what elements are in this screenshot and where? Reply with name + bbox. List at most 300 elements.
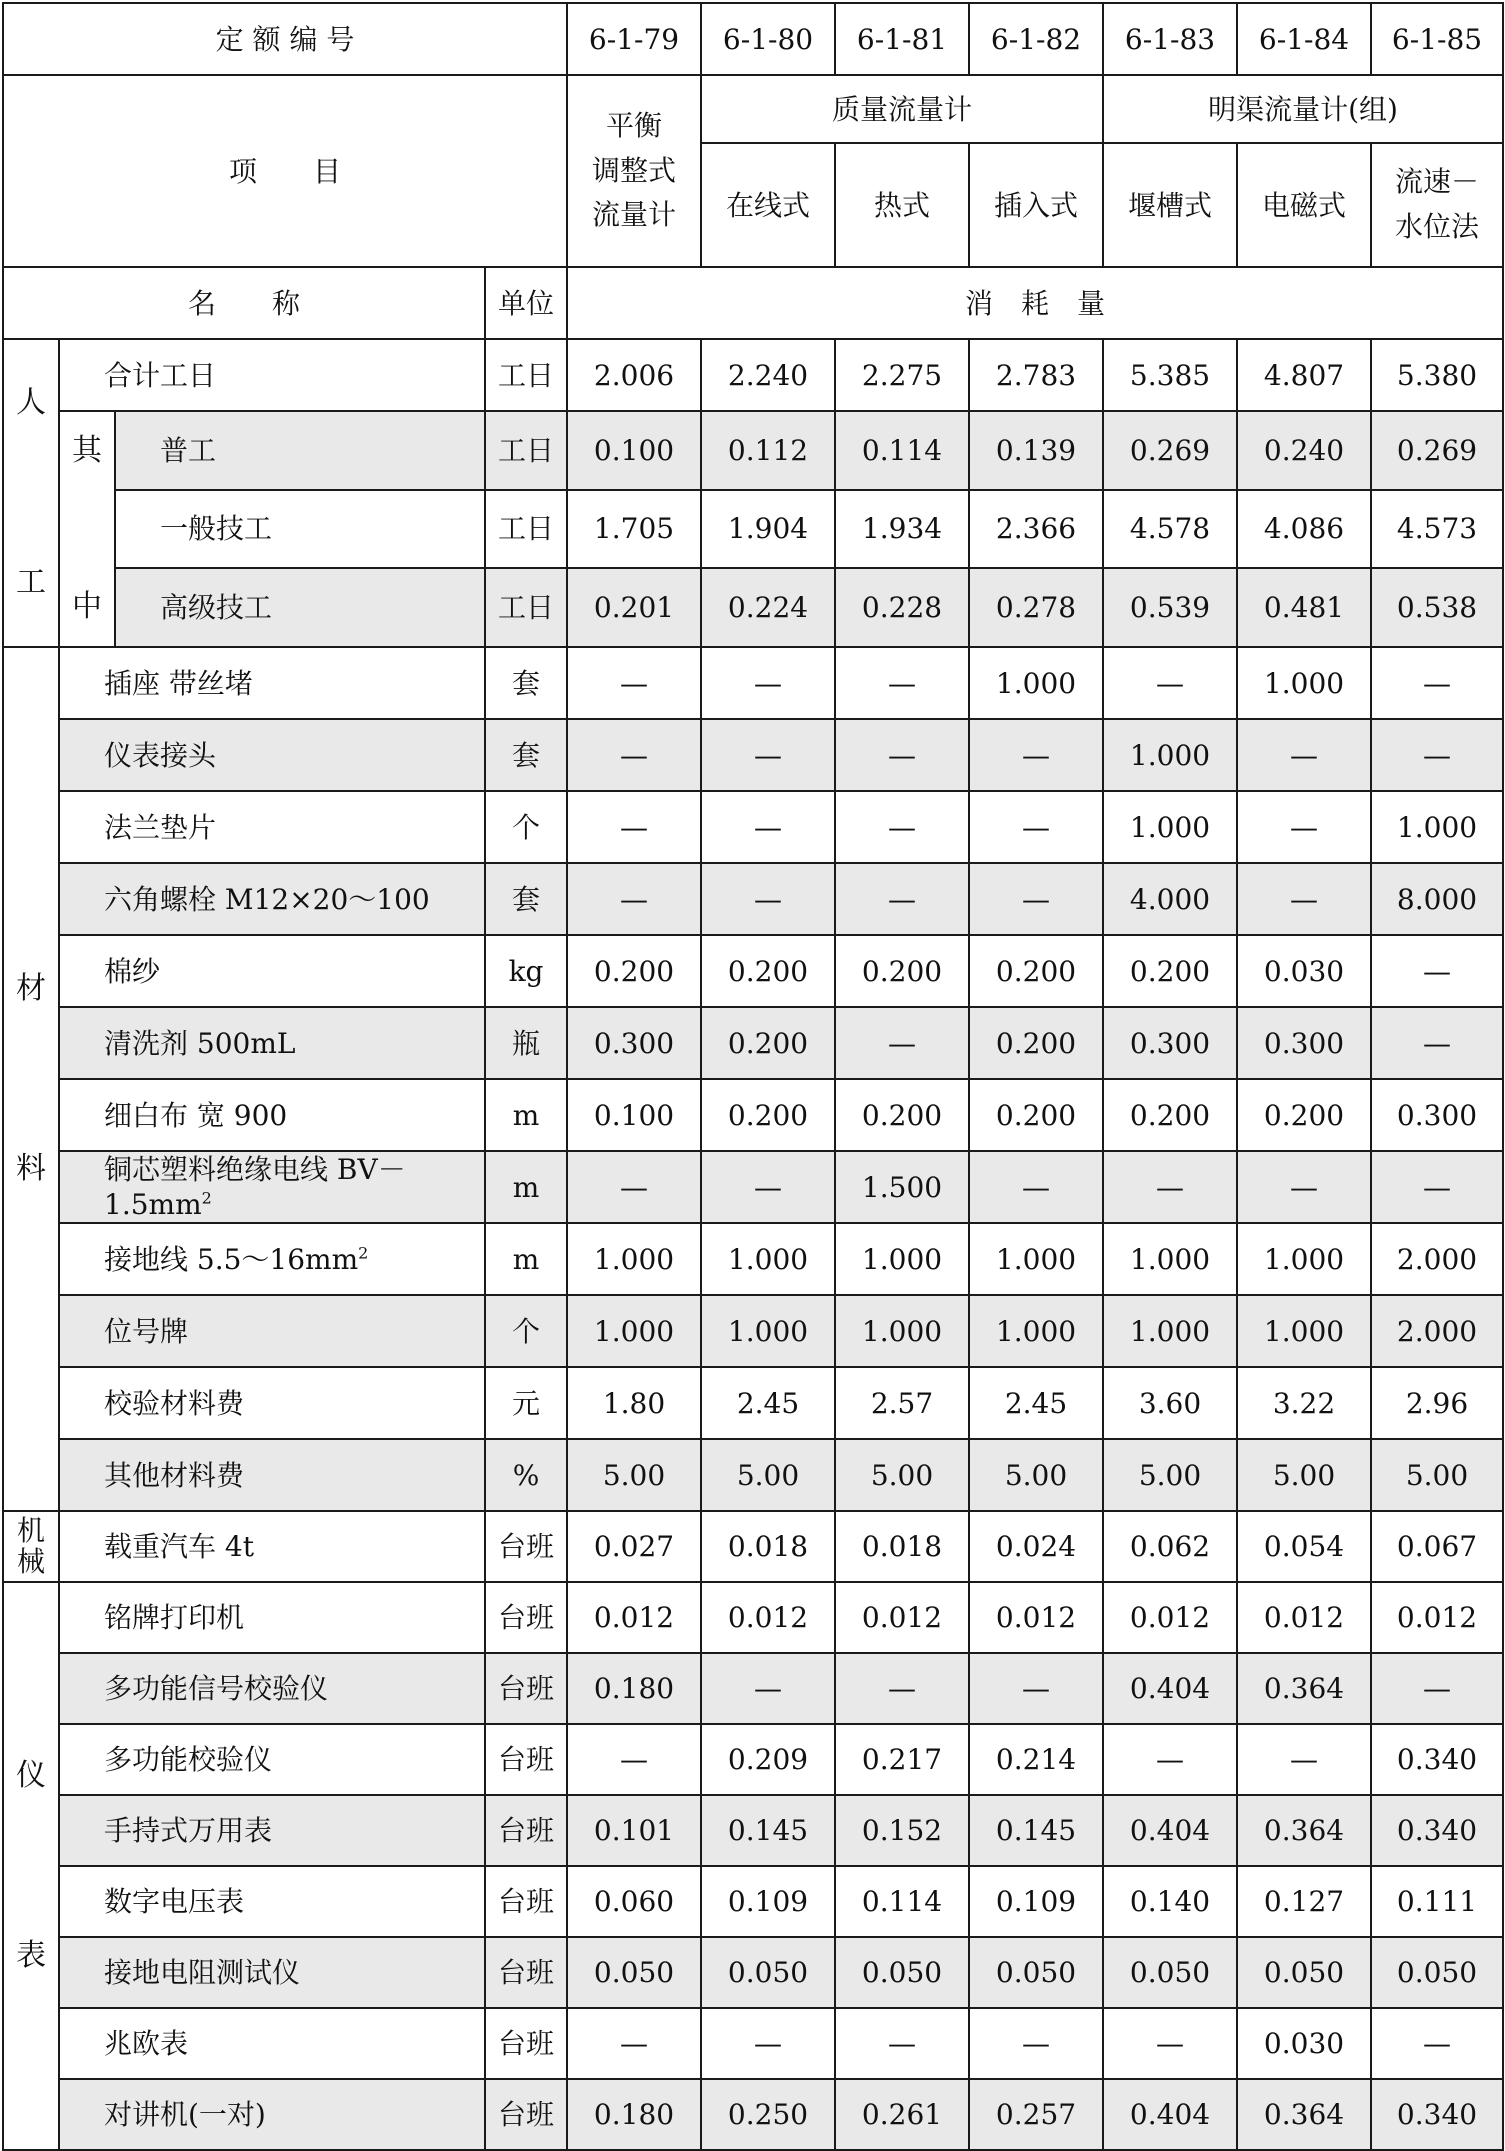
item-name-superscript: 2 (358, 1243, 369, 1263)
item-value: 1.000 (1103, 791, 1237, 863)
item-value: 2.366 (969, 490, 1103, 569)
item-unit: 元 (485, 1367, 567, 1439)
item-value: 1.000 (1371, 791, 1503, 863)
table-row (3, 1007, 1503, 1079)
item-unit: kg (485, 935, 567, 1007)
item-name (115, 490, 485, 569)
item-unit: 台班 (485, 1653, 567, 1724)
item-name-text: 对讲机(一对) (104, 2098, 266, 2131)
item-name (59, 647, 485, 719)
item-value: 0.109 (969, 1866, 1103, 1937)
item-value: 5.00 (969, 1439, 1103, 1511)
item-value: 0.200 (701, 1007, 835, 1079)
item-value: 0.111 (1371, 1866, 1503, 1937)
item-value: 5.00 (701, 1439, 835, 1511)
item-value: 0.012 (701, 1582, 835, 1653)
item-value: 0.364 (1237, 1653, 1371, 1724)
item-name (59, 863, 485, 935)
subtype-label: 在线式 (701, 143, 835, 267)
table-row (3, 863, 1503, 935)
item-value: 0.067 (1371, 1511, 1503, 1582)
item-value: 0.109 (701, 1866, 835, 1937)
item-value: 0.012 (1103, 1582, 1237, 1653)
item-value: 0.200 (969, 1007, 1103, 1079)
item-unit: 台班 (485, 1937, 567, 2008)
item-unit: 台班 (485, 2008, 567, 2079)
item-value: 0.152 (835, 1795, 969, 1866)
item-value: 1.000 (567, 1295, 701, 1367)
item-value: 0.114 (835, 1866, 969, 1937)
item-value: 0.200 (567, 935, 701, 1007)
table-row (3, 1295, 1503, 1367)
quota-code: 6-1-79 (567, 3, 701, 75)
item-value: 0.100 (567, 1079, 701, 1151)
item-unit: 台班 (485, 1866, 567, 1937)
item-name-text: 其他材料费 (104, 1458, 245, 1492)
item-name (59, 1007, 485, 1079)
item-value: 0.257 (969, 2079, 1103, 2150)
item-name-text: 棉纱 (104, 954, 161, 988)
item-name-text: 普工 (160, 433, 217, 467)
item-value: 0.200 (835, 935, 969, 1007)
item-value: — (969, 719, 1103, 791)
item-value: 1.000 (701, 1295, 835, 1367)
item-value: 0.217 (835, 1724, 969, 1795)
subtype-label: 流速－ 水位法 (1371, 143, 1503, 267)
quota-code: 6-1-81 (835, 3, 969, 75)
item-value: 0.300 (1103, 1007, 1237, 1079)
item-value: 0.404 (1103, 1795, 1237, 1866)
item-value: 1.000 (1103, 719, 1237, 791)
item-name-text: 仪表接头 (104, 738, 217, 772)
item-value: 1.904 (701, 490, 835, 569)
item-value: 2.275 (835, 339, 969, 411)
item-name (59, 1511, 485, 1582)
item-value: — (1371, 935, 1503, 1007)
item-value: 0.050 (1371, 1937, 1503, 2008)
table-row (3, 1866, 1503, 1937)
item-value: 5.00 (567, 1439, 701, 1511)
item-value: 2.57 (835, 1367, 969, 1439)
table-row (3, 1653, 1503, 1724)
item-name-text: 数字电压表 (104, 1885, 245, 1918)
quota-code: 6-1-80 (701, 3, 835, 75)
item-value: 0.340 (1371, 1724, 1503, 1795)
table-row (3, 1367, 1503, 1439)
item-value: 4.573 (1371, 490, 1503, 569)
name-label: 名 称 (3, 267, 485, 339)
item-value: 5.00 (835, 1439, 969, 1511)
item-name (59, 1439, 485, 1511)
item-unit: 套 (485, 719, 567, 791)
item-value: 0.200 (701, 935, 835, 1007)
item-value: — (567, 719, 701, 791)
item-value: 0.145 (701, 1795, 835, 1866)
item-name (59, 935, 485, 1007)
item-value: 2.96 (1371, 1367, 1503, 1439)
item-name (59, 1367, 485, 1439)
item-value: 2.006 (567, 339, 701, 411)
group-balance-flowmeter: 平衡 调整式 流量计 (567, 75, 701, 267)
table-row (3, 1582, 1503, 1653)
item-value: — (969, 1151, 1103, 1223)
item-value: 0.200 (969, 1079, 1103, 1151)
item-unit: 套 (485, 863, 567, 935)
quota-table (2, 2, 1504, 2151)
item-value: — (1103, 647, 1237, 719)
item-name-text: 铜芯塑料绝缘电线 BV－1.5mm (104, 1153, 406, 1221)
item-unit: 台班 (485, 1795, 567, 1866)
item-value: 1.000 (567, 1223, 701, 1295)
item-name (59, 719, 485, 791)
item-value: — (969, 791, 1103, 863)
item-value: — (969, 1653, 1103, 1724)
table-row (3, 935, 1503, 1007)
quota-code: 6-1-82 (969, 3, 1103, 75)
header-group-row (3, 75, 1503, 143)
item-value: 0.012 (1237, 1582, 1371, 1653)
subtype-label: 插入式 (969, 143, 1103, 267)
item-value: — (1103, 2008, 1237, 2079)
item-value: 5.380 (1371, 339, 1503, 411)
item-name-text: 一般技工 (160, 512, 273, 546)
item-value: 0.340 (1371, 2079, 1503, 2150)
item-name-text: 手持式万用表 (104, 1814, 273, 1847)
item-value: 1.000 (969, 647, 1103, 719)
group-channel-flowmeter: 明渠流量计(组) (1103, 75, 1503, 143)
header-code-row (3, 3, 1503, 75)
item-value: 3.22 (1237, 1367, 1371, 1439)
item-value: 0.404 (1103, 2079, 1237, 2150)
table-row (3, 1511, 1503, 1582)
item-value: — (835, 719, 969, 791)
item-value: — (1371, 2008, 1503, 2079)
quota-number-label: 定 额 编 号 (3, 3, 567, 75)
item-label: 项 目 (3, 75, 567, 267)
item-value: — (567, 1151, 701, 1223)
item-value: 0.200 (835, 1079, 969, 1151)
item-value: 0.539 (1103, 568, 1237, 647)
item-unit: 个 (485, 1295, 567, 1367)
item-value: 0.050 (1237, 1937, 1371, 2008)
item-value: 0.062 (1103, 1511, 1237, 1582)
item-value: 4.578 (1103, 490, 1237, 569)
item-name-text: 高级技工 (160, 591, 273, 625)
item-value: 0.404 (1103, 1653, 1237, 1724)
item-name (59, 791, 485, 863)
item-value: — (835, 863, 969, 935)
item-value: 5.00 (1237, 1439, 1371, 1511)
item-value: — (1103, 1151, 1237, 1223)
item-value: — (567, 791, 701, 863)
item-value: 0.054 (1237, 1511, 1371, 1582)
item-name-text: 清洗剂 500mL (104, 1026, 296, 1060)
item-value: 0.145 (969, 1795, 1103, 1866)
item-unit: m (485, 1151, 567, 1223)
item-value: 4.807 (1237, 339, 1371, 411)
item-value: 0.112 (701, 411, 835, 490)
item-value: 1.000 (835, 1223, 969, 1295)
item-value: 0.012 (969, 1582, 1103, 1653)
item-value: 0.030 (1237, 935, 1371, 1007)
item-name-text: 多功能信号校验仪 (104, 1672, 329, 1705)
item-value: 0.214 (969, 1724, 1103, 1795)
table-row (3, 791, 1503, 863)
item-value: 2.783 (969, 339, 1103, 411)
item-value: 0.114 (835, 411, 969, 490)
item-value: 4.086 (1237, 490, 1371, 569)
item-unit: 工日 (485, 411, 567, 490)
subtype-label: 热式 (835, 143, 969, 267)
table-row (3, 1795, 1503, 1866)
item-value: 0.364 (1237, 1795, 1371, 1866)
item-unit: m (485, 1223, 567, 1295)
item-name-text: 多功能校验仪 (104, 1743, 273, 1776)
item-value: — (1237, 1151, 1371, 1223)
item-unit: 工日 (485, 339, 567, 411)
item-value: 0.200 (701, 1079, 835, 1151)
item-name-text: 接地线 5.5～16mm (104, 1242, 359, 1276)
item-value: 0.209 (701, 1724, 835, 1795)
item-value: — (1371, 1151, 1503, 1223)
table-row (3, 568, 1503, 647)
item-value: 1.000 (1237, 647, 1371, 719)
item-unit: 个 (485, 791, 567, 863)
item-value: 0.481 (1237, 568, 1371, 647)
item-name (59, 1079, 485, 1151)
item-value: 0.101 (567, 1795, 701, 1866)
item-value: 0.300 (1237, 1007, 1371, 1079)
item-name (59, 1295, 485, 1367)
item-value: 1.000 (835, 1295, 969, 1367)
item-unit: m (485, 1079, 567, 1151)
item-value: 1.000 (1237, 1295, 1371, 1367)
item-value: 0.180 (567, 1653, 701, 1724)
item-value: — (701, 1151, 835, 1223)
item-value: — (969, 863, 1103, 935)
subtype-label: 电磁式 (1237, 143, 1371, 267)
item-name (59, 1795, 485, 1866)
quota-code: 6-1-85 (1371, 3, 1503, 75)
item-value: — (701, 647, 835, 719)
item-value: 0.224 (701, 568, 835, 647)
item-value: 0.050 (835, 1937, 969, 2008)
item-value: — (1371, 719, 1503, 791)
item-value: 0.228 (835, 568, 969, 647)
item-value: 0.012 (1371, 1582, 1503, 1653)
item-value: 1.705 (567, 490, 701, 569)
item-name-text: 位号牌 (104, 1314, 189, 1348)
item-value: 0.200 (1237, 1079, 1371, 1151)
item-value: 0.201 (567, 568, 701, 647)
item-value: — (1237, 863, 1371, 935)
item-value: — (969, 2008, 1103, 2079)
table-row (3, 1223, 1503, 1295)
item-value: 0.200 (969, 935, 1103, 1007)
item-unit: 工日 (485, 490, 567, 569)
item-value: — (835, 1007, 969, 1079)
item-value: 1.80 (567, 1367, 701, 1439)
item-unit: 台班 (485, 1511, 567, 1582)
item-value: 1.934 (835, 490, 969, 569)
item-name (59, 2008, 485, 2079)
item-name (59, 1653, 485, 1724)
item-value: — (835, 791, 969, 863)
item-name-text: 校验材料费 (104, 1386, 245, 1420)
item-value: 0.050 (567, 1937, 701, 2008)
item-name (59, 339, 485, 411)
item-value: 5.00 (1371, 1439, 1503, 1511)
unit-label: 单位 (485, 267, 567, 339)
table-row (3, 719, 1503, 791)
item-value: 1.000 (1237, 1223, 1371, 1295)
item-value: — (1237, 719, 1371, 791)
item-value: 0.018 (701, 1511, 835, 1582)
item-value: 0.278 (969, 568, 1103, 647)
table-row (3, 2079, 1503, 2150)
item-unit: 台班 (485, 1724, 567, 1795)
table-row (3, 339, 1503, 411)
table-row (3, 1079, 1503, 1151)
item-value: 0.018 (835, 1511, 969, 1582)
item-value: 0.024 (969, 1511, 1103, 1582)
category-instrument: 仪 表 (3, 1582, 59, 2150)
item-value: 0.300 (1371, 1079, 1503, 1151)
item-value: 0.269 (1371, 411, 1503, 490)
item-value: — (835, 2008, 969, 2079)
item-value: 5.00 (1103, 1439, 1237, 1511)
item-value: 0.180 (567, 2079, 701, 2150)
item-name-text: 六角螺栓 M12×20～100 (104, 882, 430, 916)
item-value: — (1371, 1007, 1503, 1079)
group-mass-flowmeter: 质量流量计 (701, 75, 1103, 143)
item-value: 2.45 (969, 1367, 1103, 1439)
item-unit: 瓶 (485, 1007, 567, 1079)
category-machine: 机 械 (3, 1511, 59, 1582)
item-value: — (567, 1724, 701, 1795)
item-value: 2.240 (701, 339, 835, 411)
item-value: — (1103, 1724, 1237, 1795)
item-name (59, 1724, 485, 1795)
item-value: 1.000 (969, 1223, 1103, 1295)
category-material: 材 料 (3, 647, 59, 1511)
item-name (115, 568, 485, 647)
item-name-superscript: 2 (201, 1188, 212, 1208)
quota-code: 6-1-83 (1103, 3, 1237, 75)
item-name (59, 1151, 485, 1223)
item-unit: % (485, 1439, 567, 1511)
item-name (59, 1937, 485, 2008)
item-value: — (701, 863, 835, 935)
item-value: — (1237, 791, 1371, 863)
item-value: 0.050 (969, 1937, 1103, 2008)
item-value: — (701, 719, 835, 791)
table-row (3, 647, 1503, 719)
item-value: 0.364 (1237, 2079, 1371, 2150)
item-value: 0.027 (567, 1511, 701, 1582)
table-row (3, 1439, 1503, 1511)
item-name-text: 插座 带丝堵 (104, 666, 253, 700)
item-value: 0.050 (1103, 1937, 1237, 2008)
item-unit: 台班 (485, 2079, 567, 2150)
item-value: 0.261 (835, 2079, 969, 2150)
table-row (3, 490, 1503, 569)
quota-code: 6-1-84 (1237, 3, 1371, 75)
item-value: 0.340 (1371, 1795, 1503, 1866)
item-value: 4.000 (1103, 863, 1237, 935)
item-value: 3.60 (1103, 1367, 1237, 1439)
item-value: 0.100 (567, 411, 701, 490)
table-row (3, 1151, 1503, 1223)
item-value: — (835, 1653, 969, 1724)
item-value: 0.012 (835, 1582, 969, 1653)
item-value: 0.030 (1237, 2008, 1371, 2079)
item-value: — (567, 863, 701, 935)
item-value: — (701, 791, 835, 863)
item-name-text: 法兰垫片 (104, 810, 217, 844)
item-value: 0.538 (1371, 568, 1503, 647)
item-value: 0.127 (1237, 1866, 1371, 1937)
table-row (3, 1937, 1503, 2008)
item-value: — (1371, 1653, 1503, 1724)
item-unit: 台班 (485, 1582, 567, 1653)
item-value: 0.269 (1103, 411, 1237, 490)
item-value: 0.250 (701, 2079, 835, 2150)
header-name-row (3, 267, 1503, 339)
item-value: 1.000 (1103, 1295, 1237, 1367)
item-value: 1.000 (1103, 1223, 1237, 1295)
item-name-text: 铭牌打印机 (104, 1601, 245, 1634)
item-name (115, 411, 485, 490)
item-unit: 套 (485, 647, 567, 719)
item-value: 1.000 (701, 1223, 835, 1295)
item-value: — (567, 2008, 701, 2079)
item-name-text: 细白布 宽 900 (104, 1098, 288, 1132)
item-value: — (1371, 647, 1503, 719)
item-value: 0.300 (567, 1007, 701, 1079)
table-row (3, 411, 1503, 490)
item-value: 0.240 (1237, 411, 1371, 490)
item-name-text: 载重汽车 4t (104, 1530, 254, 1563)
item-value: 0.200 (1103, 1079, 1237, 1151)
subtype-label: 堰槽式 (1103, 143, 1237, 267)
item-value: 8.000 (1371, 863, 1503, 935)
item-unit: 工日 (485, 568, 567, 647)
category-labor-sub: 其 中 (59, 411, 115, 647)
item-value: 1.000 (969, 1295, 1103, 1367)
item-name (59, 1223, 485, 1295)
item-value: — (567, 647, 701, 719)
item-name-text: 接地电阻测试仪 (104, 1956, 301, 1989)
item-name (59, 1866, 485, 1937)
consumption-label: 消 耗 量 (567, 267, 1503, 339)
item-value: 0.139 (969, 411, 1103, 490)
item-value: 0.050 (701, 1937, 835, 2008)
item-value: — (701, 2008, 835, 2079)
category-labor: 人 工 (3, 339, 59, 647)
item-value: 0.200 (1103, 935, 1237, 1007)
item-value: 2.45 (701, 1367, 835, 1439)
item-value: 0.060 (567, 1866, 701, 1937)
table-row (3, 1724, 1503, 1795)
item-value: — (701, 1653, 835, 1724)
item-name-text: 合计工日 (104, 358, 217, 392)
item-value: 2.000 (1371, 1223, 1503, 1295)
item-name (59, 2079, 485, 2150)
table-row (3, 2008, 1503, 2079)
item-value: 2.000 (1371, 1295, 1503, 1367)
item-value: — (1237, 1724, 1371, 1795)
